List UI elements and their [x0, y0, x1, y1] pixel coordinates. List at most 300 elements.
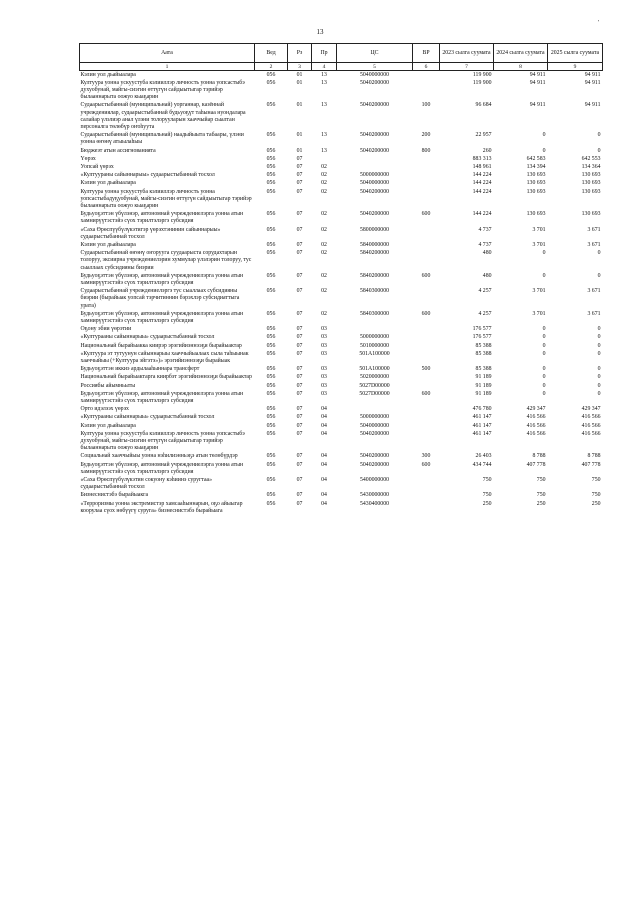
- row-amount-2025: 0: [597, 342, 601, 349]
- table-row: [80, 155, 603, 163]
- row-pr: 02: [321, 172, 327, 179]
- row-ved: 056: [266, 241, 276, 248]
- row-cs: 5040200000: [360, 132, 389, 139]
- row-amount-2024: 0: [542, 366, 546, 373]
- row-vr: [413, 500, 440, 515]
- row-ved: 056: [266, 342, 276, 349]
- row-ved: 056: [266, 461, 276, 468]
- row-amount-2023: 250: [482, 500, 492, 507]
- row-name: «Саха Өрөспүүбүлүкэтин сокуону кэһиинэ суругтаа» судаарыстыбаннай тосхол: [80, 477, 213, 491]
- row-amount-2024: 3 701: [532, 288, 546, 295]
- row-pr: 03: [321, 334, 327, 341]
- row-vr: [413, 226, 440, 241]
- row-amount-2024: 130 693: [526, 180, 546, 187]
- row-name: Судаарыстыбаннай өҥөнү оҥорууга суудаарыста сорудахтарын толоруу, эксиирна учреждениелэрин хуммулар үлэлэрин толоруу, тус сыаллаах субсидияны биэрии: [80, 250, 252, 271]
- row-amount-2023: 260: [482, 147, 492, 154]
- table-row: [80, 71, 603, 80]
- column-number: 7: [440, 63, 494, 71]
- row-pr: 04: [321, 406, 327, 413]
- row-ved: 056: [266, 272, 276, 279]
- row-vr: 600: [421, 272, 431, 279]
- row-amount-2023: 4 737: [478, 241, 492, 248]
- row-cs: [337, 155, 413, 163]
- row-pr: 04: [321, 492, 327, 499]
- row-amount-2025: 3 671: [587, 288, 601, 295]
- row-amount-2024: 0: [542, 390, 546, 397]
- row-rz: 07: [296, 382, 303, 389]
- row-amount-2023: 26 403: [475, 453, 492, 460]
- row-vr: 800: [421, 147, 431, 154]
- row-ved: 056: [266, 430, 276, 437]
- row-amount-2025: 3 671: [587, 310, 601, 317]
- row-vr: [413, 477, 440, 492]
- column-header: Пр: [312, 44, 337, 63]
- row-vr: 600: [421, 461, 431, 468]
- row-ved: 056: [266, 326, 276, 333]
- row-cs: 5010000000: [360, 342, 389, 349]
- row-cs: 5040000000: [360, 180, 389, 187]
- row-amount-2023: 750: [482, 492, 492, 499]
- row-ved: 056: [266, 477, 276, 484]
- row-cs: 5040200000: [360, 453, 389, 460]
- row-amount-2024: 642 583: [526, 155, 546, 162]
- row-name: Култуура уонна ускуустуба кэлииллэр личность уонна уопсастыбэ духуобунай, майгы-сиэгин өттүгүн сайдыытыгар тэрийэр былааннарыта оожуо кыаҕарин: [80, 79, 245, 101]
- row-ved: 056: [266, 453, 276, 460]
- row-amount-2024: 130 693: [526, 211, 546, 218]
- row-cs: 5840200000: [360, 272, 389, 279]
- row-amount-2023: 144 224: [472, 188, 492, 195]
- row-rz: 07: [296, 366, 303, 373]
- row-ved: 056: [266, 132, 276, 139]
- column-header: ВР: [413, 44, 440, 63]
- row-rz: 01: [296, 71, 303, 78]
- row-pr: 02: [321, 211, 327, 218]
- row-name: «Саха Өрөспүүбүлүкэтигэр үөрэхтэнинин сайыннарыы» судаарыстыбаннай тосхол: [80, 226, 221, 240]
- table-row: [80, 334, 603, 342]
- row-cs: 5800000000: [360, 226, 389, 233]
- row-name: «Култуураны сайыннарыы» судаарыстыбаннай тосхол: [80, 172, 215, 179]
- row-rz: 07: [296, 180, 303, 187]
- row-ved: 056: [266, 180, 276, 187]
- row-cs: 5040200000: [360, 211, 389, 218]
- row-pr: 03: [321, 326, 327, 333]
- row-amount-2025: 0: [597, 390, 601, 397]
- row-rz: 01: [296, 79, 303, 86]
- row-ved: 056: [266, 71, 276, 78]
- row-cs: 5000000000: [360, 172, 389, 179]
- row-name: Кэлин уол дьайыалара: [80, 422, 136, 429]
- row-cs: 5040200000: [360, 102, 389, 109]
- row-amount-2025: 0: [597, 366, 601, 373]
- table-row: [80, 461, 603, 476]
- table-row: [80, 147, 603, 155]
- table-row: [80, 326, 603, 334]
- row-amount-2025: 0: [597, 132, 601, 139]
- row-ved: 056: [266, 492, 276, 499]
- row-amount-2024: 0: [542, 382, 546, 389]
- row-pr: 02: [321, 180, 327, 187]
- row-vr: 600: [421, 310, 431, 317]
- row-amount-2025: 130 693: [581, 172, 601, 179]
- row-name: Будьуоҕэттэн үбүлэнэр, автономнай учреждениелэрга уонна атын хамнирүүтэстэйэ сүох тэрилтэлэргэ субсидия: [80, 461, 244, 475]
- row-amount-2024: 250: [536, 500, 546, 507]
- row-cs: 501A100000: [359, 366, 390, 373]
- row-name: Будьуоҕэттэн үбүлэнэр, автономнай учреждениелэрга уонна атын хамнирүүтэстэйэ сүох тэрилтэлэргэ субсидия: [80, 211, 244, 225]
- table-row: [80, 366, 603, 374]
- row-amount-2024: 0: [542, 132, 546, 139]
- row-amount-2024: 0: [542, 334, 546, 341]
- row-pr: 13: [321, 147, 327, 154]
- row-rz: 07: [296, 453, 303, 460]
- row-ved: 056: [266, 188, 276, 195]
- row-rz: 07: [296, 172, 303, 179]
- row-ved: 056: [266, 406, 276, 413]
- row-name: Будьуоҕэттэн үбүлэнэр, автономнай учреждениелэрга уонна атын хамнирүүтэстэйэ сүох тэрилтэлэргэ субсидия: [80, 390, 244, 405]
- row-amount-2023: 476 780: [472, 406, 492, 413]
- column-number: 2: [255, 63, 288, 71]
- row-pr: 04: [321, 414, 327, 421]
- row-rz: 07: [296, 374, 303, 381]
- row-rz: 07: [296, 211, 303, 218]
- row-amount-2023: 434 744: [472, 461, 492, 468]
- row-rz: 07: [296, 500, 303, 507]
- row-cs: 5840300000: [360, 310, 389, 317]
- row-cs: 5020000000: [360, 374, 389, 381]
- row-pr: 03: [321, 366, 327, 373]
- row-vr: [413, 350, 440, 365]
- table-row: [80, 414, 603, 422]
- row-name: Үөрэх: [80, 155, 96, 162]
- row-vr: [413, 422, 440, 430]
- row-name: Будьуоҕэттэн үбүлэнэр, автономнай учреждениелэрга уонна атын хамнирүүтэстэйэ сүох тэрилтэлэргэ субсидия: [80, 272, 244, 286]
- row-name: Уопсай үөрэх: [80, 163, 114, 170]
- column-header: Рз: [288, 44, 312, 63]
- table-row: [80, 250, 603, 273]
- column-number: 9: [548, 63, 603, 71]
- row-ved: 056: [266, 226, 276, 233]
- row-amount-2024: 94 911: [529, 71, 546, 78]
- table-row: [80, 188, 603, 211]
- row-amount-2023: 144 224: [472, 172, 492, 179]
- row-amount-2024: 94 911: [529, 102, 546, 109]
- row-cs: 501A100000: [359, 350, 390, 357]
- row-rz: 07: [296, 163, 303, 170]
- row-pr: 03: [321, 374, 327, 381]
- row-amount-2024: 3 701: [532, 241, 546, 248]
- table-row: [80, 342, 603, 350]
- row-amount-2024: 407 778: [526, 461, 546, 468]
- row-amount-2023: 750: [482, 477, 492, 484]
- row-vr: [413, 406, 440, 414]
- row-rz: 07: [296, 250, 303, 257]
- row-cs: 5000000000: [360, 334, 389, 341]
- row-amount-2025: 416 566: [581, 422, 601, 429]
- row-amount-2024: 3 701: [532, 226, 546, 233]
- row-pr: 03: [321, 342, 327, 349]
- table-row: [80, 226, 603, 241]
- row-cs: 5040200000: [360, 147, 389, 154]
- table-row: [80, 492, 603, 500]
- row-name: Бюджеэт атын ассигнованията: [80, 147, 156, 154]
- row-ved: 056: [266, 147, 276, 154]
- row-amount-2025: 0: [597, 326, 601, 333]
- row-vr: [413, 241, 440, 249]
- row-name: Кэлин уол дьайыалара: [80, 241, 136, 248]
- row-rz: 07: [296, 241, 303, 248]
- column-header: ЦС: [337, 44, 413, 63]
- row-amount-2024: 3 701: [532, 310, 546, 317]
- row-name: «Култуура эт тутуунун сайыннарыы хааччыйыалаах сыла таһыынак хааччыйыы (+Култуура эйгэтэ»)» эрэгийиэннээҕи бырайыак: [80, 350, 249, 365]
- row-amount-2023: 144 224: [472, 211, 492, 218]
- table-row: [80, 422, 603, 430]
- row-amount-2023: 4 257: [478, 310, 492, 317]
- table-row: [80, 477, 603, 492]
- row-vr: [413, 163, 440, 171]
- row-cs: [337, 406, 413, 414]
- column-number: 5: [337, 63, 413, 71]
- row-amount-2025: 0: [597, 250, 601, 257]
- row-name: Будьуоҕэттэн үбүлэнэр, автономнай учреждениелэрга уонна атын хамнирүүтэстэйэ сүох тэрилтэлэргэ субсидия: [80, 310, 244, 324]
- row-pr: 04: [321, 477, 327, 484]
- row-rz: 07: [296, 461, 303, 468]
- row-name: «Културааны сайыннарыы» судаарыстыбаннай тосхол: [80, 334, 215, 341]
- row-cs: 5040200000: [360, 79, 389, 86]
- corner-mark: ': [598, 20, 600, 26]
- row-vr: [413, 414, 440, 422]
- table-row: [80, 172, 603, 180]
- row-vr: [413, 180, 440, 188]
- column-header: 2024 сылга суумата: [494, 44, 548, 63]
- row-amount-2023: 176 577: [472, 326, 492, 333]
- row-cs: 5840000000: [360, 241, 389, 248]
- row-amount-2024: 0: [542, 374, 546, 381]
- column-header: 2025 сылга суумата: [548, 44, 603, 63]
- row-vr: [413, 326, 440, 334]
- row-amount-2025: 750: [591, 492, 601, 499]
- row-ved: 056: [266, 350, 276, 357]
- row-amount-2024: 0: [542, 147, 546, 154]
- row-name: Оҕону эбии үөрэтии: [80, 326, 132, 333]
- row-amount-2023: 461 147: [472, 430, 492, 437]
- row-pr: 04: [321, 461, 327, 468]
- row-name: «Терроризмы уонна экстремистэр хамсааһыннарын, оҕо айыыгар коорулаа сүох нөбүүгү суруга» бизнеснистэбэ бырайыага: [80, 500, 243, 514]
- row-ved: 056: [266, 79, 276, 86]
- row-rz: 07: [296, 430, 303, 437]
- table-row: [80, 241, 603, 249]
- table-row: [80, 382, 603, 390]
- row-cs: [337, 326, 413, 334]
- row-amount-2024: 0: [542, 326, 546, 333]
- row-amount-2025: 8 788: [587, 453, 601, 460]
- row-pr: 04: [321, 453, 327, 460]
- row-amount-2023: 91 189: [475, 390, 492, 397]
- row-amount-2023: 883 313: [472, 155, 492, 162]
- header-row: [80, 44, 603, 63]
- row-amount-2024: 8 788: [532, 453, 546, 460]
- row-amount-2023: 85 388: [475, 350, 492, 357]
- row-amount-2024: 416 566: [526, 414, 546, 421]
- row-amount-2023: 144 224: [472, 180, 492, 187]
- row-rz: 07: [296, 226, 303, 233]
- column-number: 1: [80, 63, 255, 71]
- row-amount-2023: 85 388: [475, 366, 492, 373]
- row-amount-2024: 130 693: [526, 172, 546, 179]
- row-vr: [413, 334, 440, 342]
- row-ved: 056: [266, 288, 276, 295]
- row-ved: 056: [266, 211, 276, 218]
- row-rz: 07: [296, 342, 303, 349]
- row-amount-2025: 3 671: [587, 226, 601, 233]
- row-pr: 03: [321, 390, 327, 397]
- row-pr: [312, 155, 337, 163]
- header-number-row: [80, 63, 603, 71]
- column-header: 2023 сылга суумата: [440, 44, 494, 63]
- table-row: [80, 132, 603, 147]
- row-vr: [413, 342, 440, 350]
- column-header: Аата: [80, 44, 255, 63]
- table-row: [80, 430, 603, 453]
- row-name: Кэлин уол дьайыалара: [80, 180, 136, 187]
- row-cs: 5400000000: [360, 477, 389, 484]
- row-amount-2025: 416 566: [581, 414, 601, 421]
- table-row: [80, 180, 603, 188]
- row-amount-2023: 96 684: [475, 102, 492, 109]
- row-cs: 5000000000: [360, 414, 389, 421]
- row-rz: 01: [296, 132, 303, 139]
- table-row: [80, 374, 603, 382]
- row-rz: 07: [296, 272, 303, 279]
- row-cs: 5027D00000: [359, 390, 390, 397]
- row-ved: 056: [266, 172, 276, 179]
- row-amount-2025: 0: [597, 334, 601, 341]
- row-pr: 02: [321, 188, 327, 195]
- row-ved: 056: [266, 366, 276, 373]
- row-rz: 07: [296, 188, 303, 195]
- row-name: Судаарыстыбаннай учреждениелэргэ тус сыаллаах субсидияны биэрии (бырайыак уопсай тэрчитиннин бэрэхлэр субсидиаттыга урата): [80, 288, 240, 309]
- row-name: Култуура уонна ускуустуба кэлииллэр личность уонна уопсастыбадуҕуобунай, майгы-сиэгин өттүгүн сайдыытыгар тэрийэр былааннарыта оожуо кыаҕарин: [80, 188, 252, 209]
- row-vr: [413, 155, 440, 163]
- row-amount-2024: 0: [542, 342, 546, 349]
- row-vr: 300: [421, 453, 431, 460]
- row-amount-2025: 130 693: [581, 180, 601, 187]
- row-amount-2023: 91 189: [475, 382, 492, 389]
- column-number: 8: [494, 63, 548, 71]
- row-amount-2023: 461 147: [472, 414, 492, 421]
- table-row: [80, 288, 603, 311]
- row-pr: 02: [321, 310, 327, 317]
- row-rz: 07: [296, 326, 303, 333]
- row-pr: 13: [321, 71, 327, 78]
- row-ved: 056: [266, 382, 276, 389]
- row-rz: 07: [296, 334, 303, 341]
- row-amount-2025: 407 778: [581, 461, 601, 468]
- row-amount-2023: 176 577: [472, 334, 492, 341]
- row-rz: 07: [296, 492, 303, 499]
- row-cs: 5040200000: [360, 188, 389, 195]
- table-row: [80, 79, 603, 102]
- row-ved: 056: [266, 374, 276, 381]
- row-cs: 5040000000: [360, 422, 389, 429]
- row-name: Судаарыстыбаннай (муниципальнай) уорганнар, казённай учреждениялар, судаарыстыбаннай будьуоҕүт таһынаа нуондалара салайар үлэлиэр анал үлэни толорууларын хааччыйар сыалтан персоналга төлөбүр оҥоһуута: [80, 102, 246, 130]
- row-cs: 5430000000: [360, 492, 389, 499]
- row-amount-2024: 429 347: [526, 406, 546, 413]
- row-pr: 04: [321, 500, 327, 507]
- table-row: [80, 102, 603, 132]
- row-rz: 07: [296, 477, 303, 484]
- row-name: Кэлин уол дьайыалара: [80, 71, 136, 78]
- row-amount-2025: 0: [597, 272, 601, 279]
- table-row: [80, 453, 603, 461]
- row-rz: 07: [296, 350, 303, 357]
- row-pr: 02: [321, 226, 327, 233]
- row-amount-2024: 0: [542, 250, 546, 257]
- row-cs: 5040000000: [360, 71, 389, 78]
- table-row: [80, 272, 603, 287]
- table-row: [80, 211, 603, 226]
- row-amount-2024: 750: [536, 477, 546, 484]
- row-name: Култуура уонна ускуустуба кэлииллэр личность уонна уопсастыбэ духуобунай, майгы-сиэгин өттүгүн сайдыытыгар тэрийэр былааннарыта оожуо кыаҕарин: [80, 430, 245, 452]
- row-pr: 04: [321, 430, 327, 437]
- row-amount-2024: 130 693: [526, 188, 546, 195]
- row-amount-2025: 0: [597, 382, 601, 389]
- budget-table: [79, 43, 603, 516]
- row-vr: [413, 71, 440, 80]
- row-amount-2023: 85 388: [475, 342, 492, 349]
- row-amount-2025: 250: [591, 500, 601, 507]
- row-ved: 056: [266, 334, 276, 341]
- row-amount-2025: 94 911: [584, 71, 601, 78]
- row-amount-2023: 119 900: [472, 79, 492, 86]
- row-amount-2025: 130 693: [581, 188, 601, 195]
- table-row: [80, 500, 603, 515]
- row-ved: 056: [266, 102, 276, 109]
- row-amount-2025: 642 553: [581, 155, 601, 162]
- row-amount-2023: 91 189: [475, 374, 492, 381]
- row-name: Будьуоҕэттэн иккиэ ардылааһыннара трансферт: [80, 366, 200, 373]
- row-ved: 056: [266, 390, 276, 397]
- row-amount-2023: 480: [482, 272, 492, 279]
- row-name: Орто идэлээх үөрэх: [80, 406, 129, 413]
- row-amount-2023: 148 961: [472, 163, 492, 170]
- row-cs: 5430400000: [360, 500, 389, 507]
- column-header: Вед: [255, 44, 288, 63]
- row-amount-2025: 750: [591, 477, 601, 484]
- row-amount-2024: 0: [542, 350, 546, 357]
- row-amount-2023: 22 957: [475, 132, 492, 139]
- row-ved: 056: [266, 422, 276, 429]
- row-amount-2023: 480: [482, 250, 492, 257]
- row-rz: 07: [296, 414, 303, 421]
- row-vr: 200: [421, 132, 431, 139]
- row-amount-2024: 0: [542, 272, 546, 279]
- row-pr: 02: [321, 288, 327, 295]
- row-name: Социальнай хааччыйыы уонна нэһилиэнньэҕэ атын төлөбүрдэр: [80, 453, 238, 460]
- row-vr: [413, 382, 440, 390]
- row-cs: 5040200000: [360, 461, 389, 468]
- table-body: [80, 71, 603, 516]
- row-amount-2023: 4 737: [478, 226, 492, 233]
- row-amount-2023: 461 147: [472, 422, 492, 429]
- row-rz: 07: [296, 422, 303, 429]
- row-pr: 13: [321, 132, 327, 139]
- row-cs: 5840300000: [360, 288, 389, 295]
- row-ved: 056: [266, 163, 276, 170]
- row-vr: [413, 250, 440, 273]
- row-cs: 5840200000: [360, 250, 389, 257]
- row-rz: 01: [296, 102, 303, 109]
- row-cs: [337, 163, 413, 171]
- row-name: «Културааны сайыннарыы» судаарыстыбаннай тосхол: [80, 414, 215, 421]
